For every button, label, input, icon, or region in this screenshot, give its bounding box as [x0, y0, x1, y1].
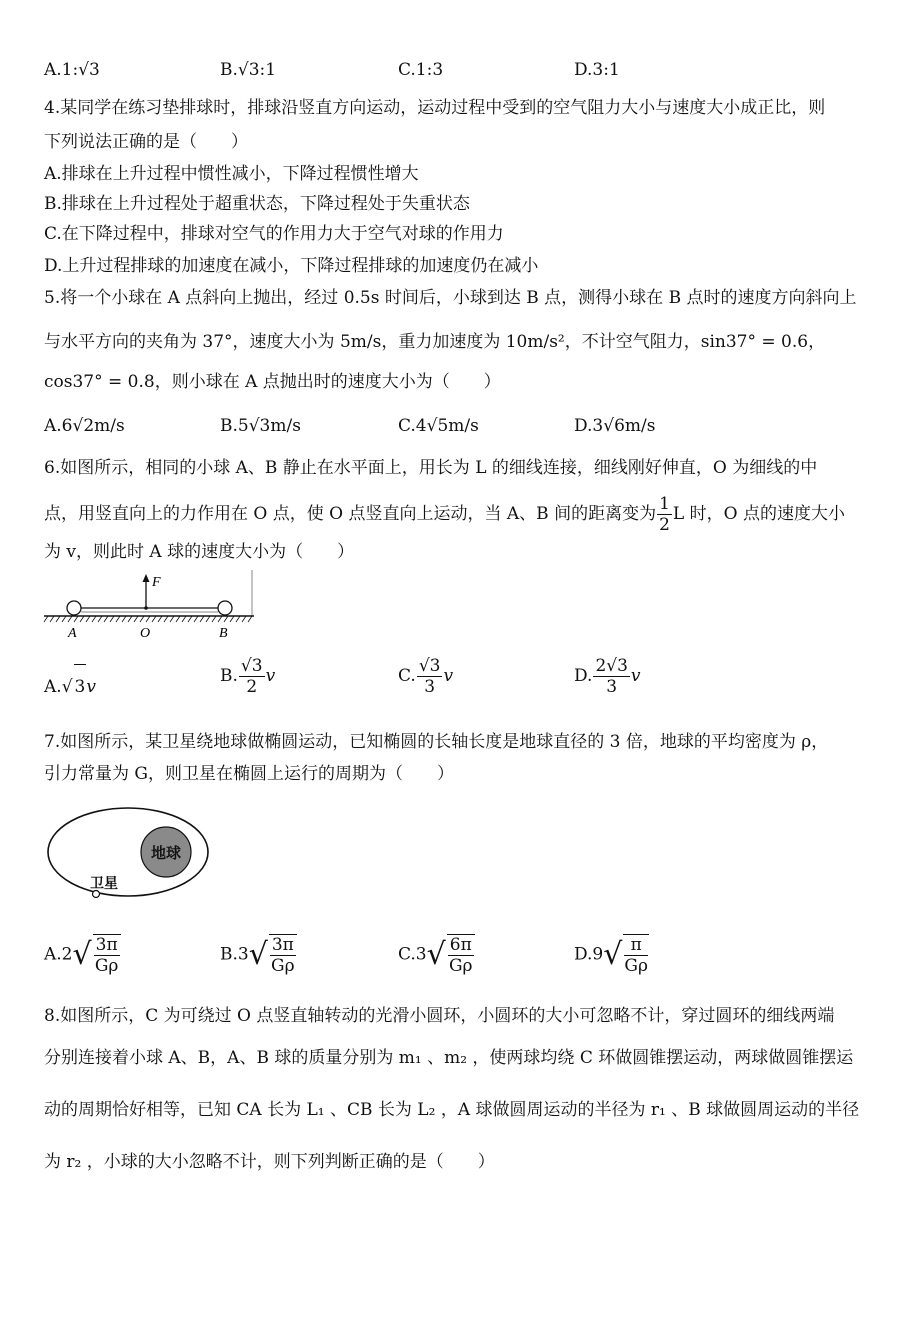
q7-option-b-prefix: B.3: [220, 944, 249, 965]
q7-option-a-num: 3π: [95, 935, 118, 955]
q4-stem-line2: 下列说法正确的是（ ）: [44, 132, 248, 152]
q6-figure-arrowhead: [143, 574, 150, 582]
q6-figure: [44, 568, 258, 642]
q6-stem-line3: 为 v，则此时 A 球的速度大小为（ ）: [44, 542, 355, 562]
q6-option-b-num: √3: [240, 656, 263, 676]
q5-option-a: A.6√2m/s: [44, 416, 125, 436]
q6-option-b-fraction: [239, 656, 265, 697]
q4-stem-line1: 4.某同学在练习垫排球时，排球沿竖直方向运动，运动过程中受到的空气阻力大小与速度大小成正比，则: [44, 98, 826, 118]
q6-option-d-prefix: D.: [574, 666, 593, 686]
q7-option-b-num: 3π: [271, 935, 294, 955]
q6-option-b: [220, 656, 275, 697]
q6-option-c-num: √3: [418, 656, 441, 676]
q5-stem-line1: 5.将一个小球在 A 点斜向上抛出，经过 0.5s 时间后，小球到达 B 点，测得小球在 B 点时的速度方向斜向上: [44, 288, 857, 308]
q6-option-d-num: 2√3: [595, 656, 628, 676]
q6-figure-ball-a: [67, 601, 81, 615]
q7-option-c-den: Gρ: [448, 956, 473, 976]
q7-option-c-prefix: C.3: [398, 944, 427, 965]
q7-stem-line2: 引力常量为 G，则卫星在椭圆上运行的周期为（ ）: [44, 764, 454, 784]
q7-option-d-prefix: D.9: [574, 944, 604, 965]
q7-option-b-den: Gρ: [271, 956, 295, 976]
q6-option-c-prefix: C.: [398, 666, 416, 686]
q6-fraction-num: 1: [659, 494, 670, 514]
q7-option-a-den: Gρ: [94, 956, 119, 976]
q6-option-a-var: v: [86, 677, 96, 697]
q6-option-b-den: 2: [246, 677, 258, 697]
q6-figure-label-a: A: [68, 626, 77, 641]
q7-option-b: [220, 934, 298, 976]
q7-option-d-den: Gρ: [624, 956, 648, 976]
q5-option-b: B.5√3m/s: [220, 416, 301, 436]
q6-figure-ball-b: [218, 601, 232, 615]
q6-option-c-fraction: [417, 656, 443, 697]
q6-figure-point-o: [144, 606, 148, 610]
q6-figure-ground-hatch: [44, 616, 252, 622]
q7-option-d-num: π: [624, 935, 648, 956]
q3-option-d: D.3:1: [574, 60, 620, 80]
q6-option-d: [574, 656, 641, 697]
q6-stem-line1: 6.如图所示，相同的小球 A、B 静止在水平面上，用长为 L 的细线连接，细线刚好伸直，O 为细线的中: [44, 458, 818, 478]
q4-option-c: C.在下降过程中，排球对空气的作用力大于空气对球的作用力: [44, 224, 504, 244]
q6-option-c-var: v: [443, 666, 454, 686]
q6-option-a: [44, 664, 96, 709]
q7-figure: [46, 806, 216, 906]
q8-stem-line3: 动的周期恰好相等，已知 CA 长为 L₁ 、CB 长为 L₂ ，A 球做圆周运动的半径为 r₁ 、B 球做圆周运动的半径: [44, 1100, 860, 1120]
q4-option-d: D.上升过程排球的加速度在减小，下降过程排球的加速度仍在减小: [44, 256, 539, 276]
q6-stem-line2-end: L 时，O 点的速度大小: [672, 504, 845, 524]
q7-option-d-radical: [603, 937, 622, 972]
q6-option-d-den: 3: [606, 677, 618, 697]
q7-option-a: [44, 934, 122, 976]
q5-stem-line2: 与水平方向的夹角为 37°，速度大小为 5m/s，重力加速度为 10m/s²，不计空气阻力，sin37° = 0.6，: [44, 332, 826, 352]
q6-fraction-half: [657, 494, 672, 535]
q6-stem-line2-start: 点，用竖直向上的力作用在 O 点，使 O 点竖直向上运动，当 A、B 间的距离变为: [44, 504, 657, 524]
q7-option-a-fraction: [93, 934, 121, 976]
q6-option-a-radicand: 3: [74, 664, 87, 709]
q6-fraction-den: 2: [659, 515, 670, 535]
q7-option-b-fraction: [269, 934, 297, 976]
q4-option-b: B.排球在上升过程处于超重状态，下降过程处于失重状态: [44, 194, 470, 214]
q7-option-c-fraction: [447, 934, 475, 976]
q7-option-c: [398, 934, 476, 976]
q6-figure-label-f: F: [152, 575, 161, 590]
q5-option-d: D.3√6m/s: [574, 416, 656, 436]
q3-option-b: B.√3:1: [220, 60, 277, 80]
q6-option-c-den: 3: [424, 677, 436, 697]
q7-option-b-radical: [249, 937, 268, 972]
q5-option-c: C.4√5m/s: [398, 416, 479, 436]
q6-stem-line2: [44, 492, 845, 536]
q8-stem-line2: 分别连接着小球 A、B，A、B 球的质量分别为 m₁ 、m₂ ，使两球均绕 C 环做圆锥摆运动，两球做圆锥摆运: [44, 1048, 854, 1068]
q7-option-c-radical: [427, 937, 446, 972]
q3-option-a: A.1:√3: [44, 60, 100, 80]
q7-option-c-num: 6π: [449, 935, 472, 955]
q3-option-c: C.1:3: [398, 60, 444, 80]
q6-option-a-prefix: A.: [44, 677, 62, 697]
q6-figure-label-b: B: [219, 626, 228, 641]
q7-figure-satellite-label: 卫星: [90, 876, 118, 892]
q6-option-b-prefix: B.: [220, 666, 238, 686]
q6-option-d-var: v: [630, 666, 641, 686]
q6-option-b-var: v: [265, 666, 276, 686]
q6-option-a-radical: [62, 677, 73, 697]
q7-option-a-radical: [73, 937, 92, 972]
q4-option-a: A.排球在上升过程中惯性减小，下降过程惯性增大: [44, 164, 419, 184]
q6-figure-label-o: O: [140, 626, 151, 641]
q7-stem-line1: 7.如图所示，某卫星绕地球做椭圆运动，已知椭圆的长轴长度是地球直径的 3 倍，地球的平均密度为 ρ，: [44, 732, 829, 752]
q8-stem-line1: 8.如图所示，C 为可绕过 O 点竖直轴转动的光滑小圆环，小圆环的大小可忽略不计，穿过圆环的细线两端: [44, 1006, 835, 1026]
q7-option-d-fraction: [623, 934, 649, 976]
q7-figure-earth-label: 地球: [150, 844, 182, 862]
q7-option-d: [574, 934, 650, 976]
q8-stem-line4: 为 r₂ ，小球的大小忽略不计，则下列判断正确的是（ ）: [44, 1152, 495, 1172]
q7-option-a-prefix: A.2: [44, 944, 73, 965]
q5-stem-line3: cos37° = 0.8，则小球在 A 点抛出时的速度大小为（ ）: [44, 372, 501, 392]
q6-option-c: [398, 656, 453, 697]
q6-option-d-fraction: [593, 656, 629, 697]
